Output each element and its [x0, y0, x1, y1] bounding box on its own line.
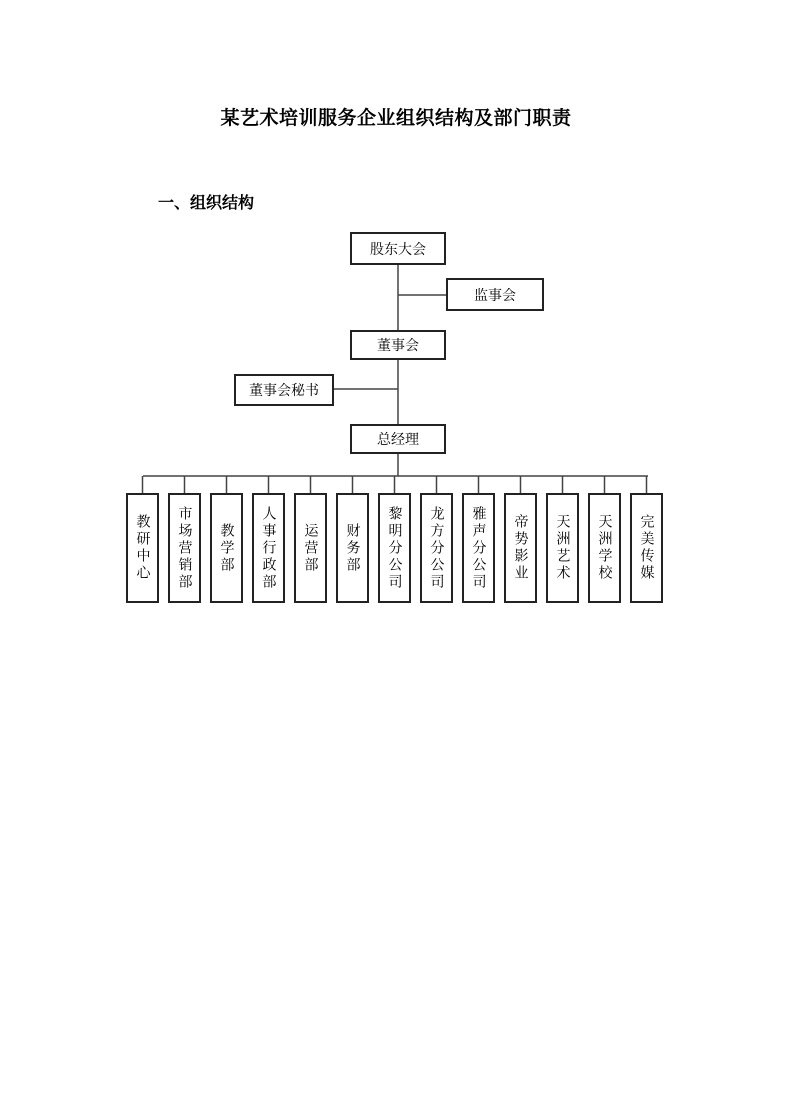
node-board-secretary: 董事会秘书 [234, 374, 334, 406]
document-title: 某艺术培训服务企业组织结构及部门职责 [220, 107, 572, 129]
dept-12: 完美传媒 [630, 493, 663, 603]
node-board: 董事会 [350, 330, 446, 360]
node-supervisors: 监事会 [446, 278, 544, 311]
dept-1: 市场营销部 [168, 493, 201, 603]
dept-7: 龙方分公司 [420, 493, 453, 603]
dept-0: 教研中心 [126, 493, 159, 603]
node-general-manager: 总经理 [350, 424, 446, 454]
dept-3: 人事行政部 [252, 493, 285, 603]
dept-10: 天洲艺术 [546, 493, 579, 603]
node-shareholders: 股东大会 [350, 232, 446, 265]
org-chart [118, 222, 678, 614]
dept-5: 财务部 [336, 493, 369, 603]
dept-8: 雅声分公司 [462, 493, 495, 603]
dept-11: 天洲学校 [588, 493, 621, 603]
dept-4: 运营部 [294, 493, 327, 603]
dept-9: 帝势影业 [504, 493, 537, 603]
section-heading: 一、组织结构 [158, 193, 255, 212]
dept-2: 教学部 [210, 493, 243, 603]
dept-6: 黎明分公司 [378, 493, 411, 603]
